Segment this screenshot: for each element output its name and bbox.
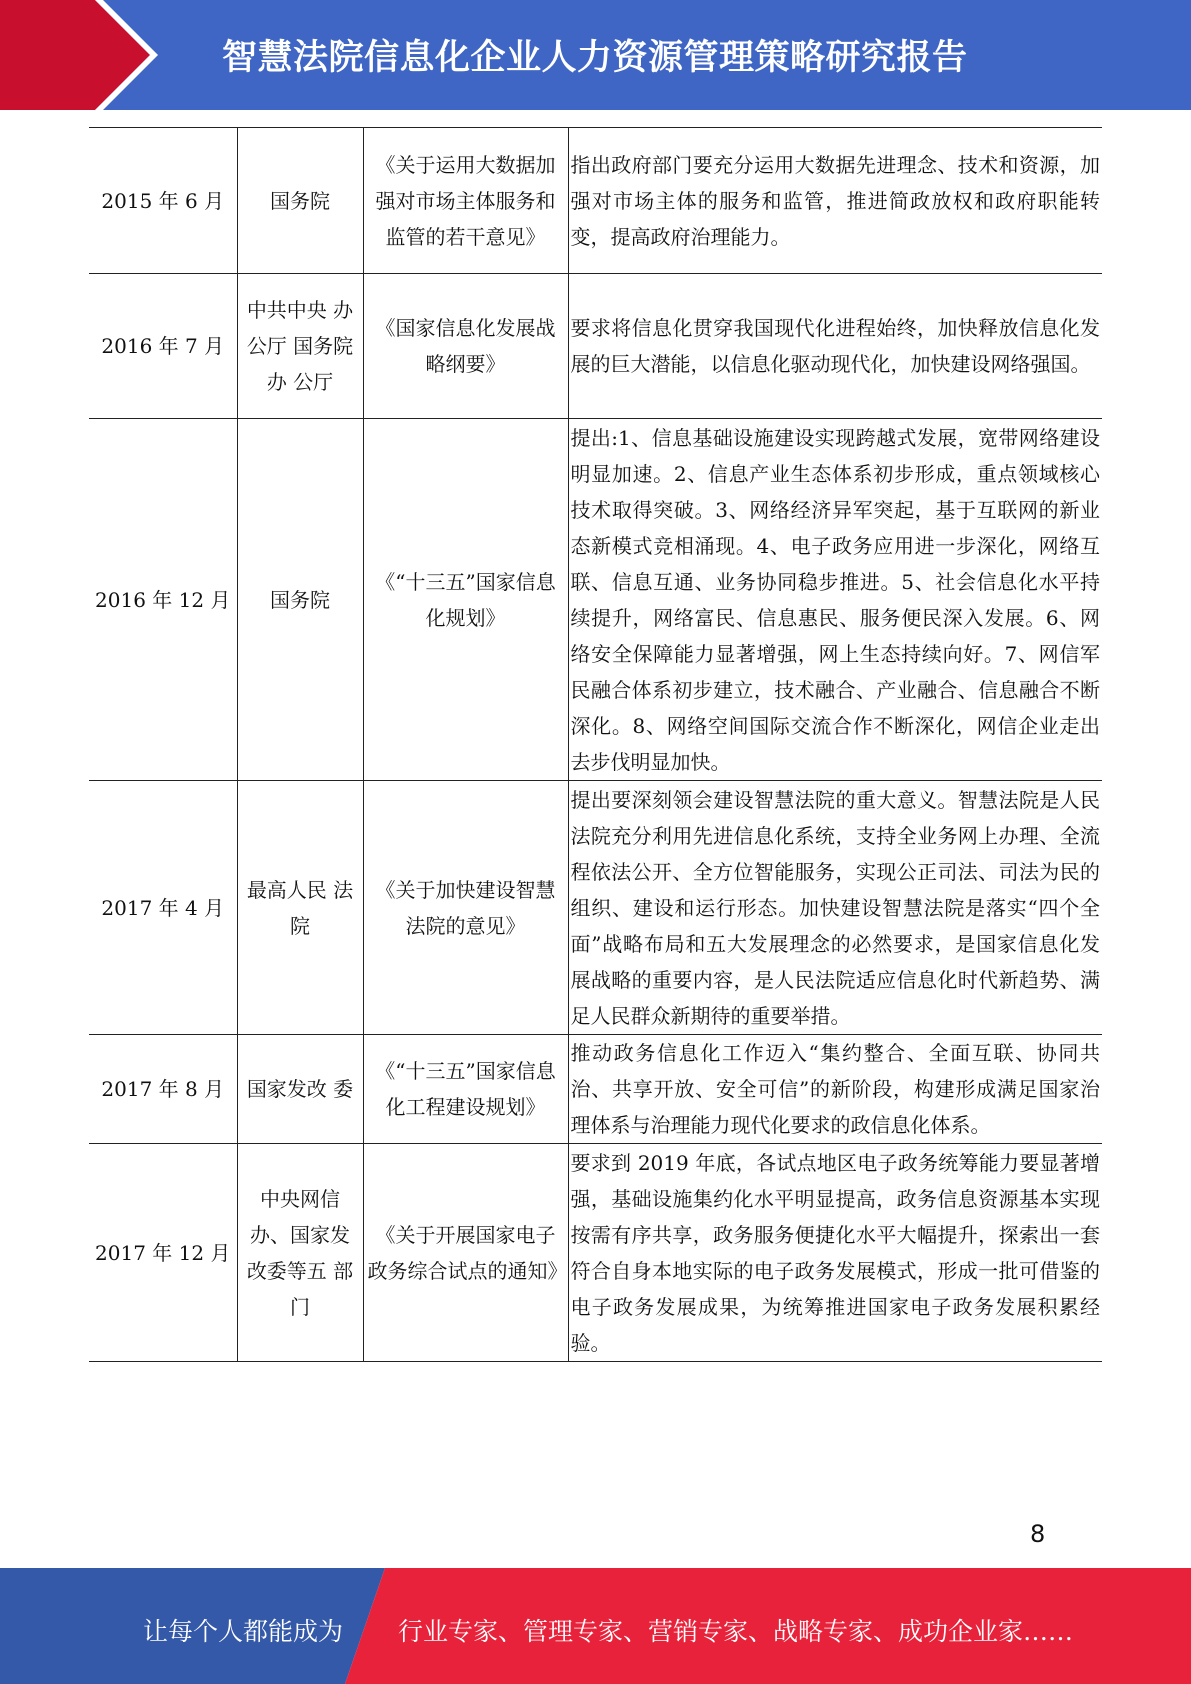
content-cell: 提出要深刻领会建设智慧法院的重大意义。智慧法院是人民法院充分利用先进信息化系统，支持全业务网上办理、全流程依法公开、全方位智能服务，实现公正司法、司法为民的组织、建设和运行形态。加快建设智慧法院是落实“四个全面”战略布局和五大发展理念的必然要求，是国家信息化发展战略的重要内容，是人民法院适应信息化时代新趋势、满足人民群众新期待的重要举措。 [568,781,1102,1035]
content-cell: 推动政务信息化工作迈入“集约整合、全面互联、协同共治、共享开放、安全可信”的新阶段，构建形成满足国家治理体系与治理能力现代化要求的政信息化体系。 [568,1035,1102,1144]
content-cell: 指出政府部门要充分运用大数据先进理念、技术和资源，加强对市场主体的服务和监管，推进简政放权和政府职能转变，提高政府治理能力。 [568,128,1102,274]
header-banner [0,0,1191,110]
content-cell: 提出:1、信息基础设施建设实现跨越式发展，宽带网络建设明显加速。2、信息产业生态体系初步形成，重点领域核心技术取得突破。3、网络经济异军突起，基于互联网的新业态新模式竞相涌现。4、电子政务应用进一步深化，网络互联、信息互通、业务协同稳步推进。5、社会信息化水平持续提升，网络富民、信息惠民、服务便民深入发展。6、网络安全保障能力显著增强，网上生态持续向好。7、网信军民融合体系初步建立，技术融合、产业融合、信息融合不断深化。8、网络空间国际交流合作不断深化，网信企业走出去步伐明显加快。 [568,419,1102,781]
table-row [89,128,1102,274]
report-title: 智慧法院信息化企业人力资源管理策略研究报告 [222,38,968,78]
date-cell: 2017 年 12 月 [89,1144,237,1362]
date-cell: 2015 年 6 月 [89,128,237,274]
document-cell: 《关于加快建设智慧法院的意见》 [363,781,568,1035]
issuer-cell: 中央网信办、国家发改委等五 部门 [237,1144,363,1362]
footer-slogan-left: 让每个人都能成为 [143,1617,344,1646]
date-cell: 2016 年 12 月 [89,419,237,781]
date-cell: 2017 年 8 月 [89,1035,237,1144]
page-number: 8 [1030,1520,1046,1548]
issuer-cell: 中共中央 办公厅 国务院办 公厅 [237,274,363,419]
table-row [89,419,1102,781]
table-row [89,1035,1102,1144]
document-cell: 《关于开展国家电子政务综合试点的通知》 [363,1144,568,1362]
issuer-cell: 国务院 [237,128,363,274]
footer-slogan-right: 行业专家、管理专家、营销专家、战略专家、成功企业家…… [398,1617,1074,1646]
document-cell: 《“十三五”国家信息化规划》 [363,419,568,781]
footer-banner [0,1568,1191,1684]
content-cell: 要求到 2019 年底，各试点地区电子政务统筹能力要显著增强，基础设施集约化水平明显提高，政务信息资源基本实现按需有序共享，政务服务便捷化水平大幅提升，探索出一套符合自身本地实际的电子政务发展模式，形成一批可借鉴的电子政务发展成果，为统筹推进国家电子政务发展积累经验。 [568,1144,1102,1362]
date-cell: 2017 年 4 月 [89,781,237,1035]
table-row [89,781,1102,1035]
document-cell: 《国家信息化发展战略纲要》 [363,274,568,419]
issuer-cell: 国家发改 委 [237,1035,363,1144]
issuer-cell: 最高人民 法院 [237,781,363,1035]
issuer-cell: 国务院 [237,419,363,781]
date-cell: 2016 年 7 月 [89,274,237,419]
document-cell: 《“十三五”国家信息化工程建设规划》 [363,1035,568,1144]
table-row [89,1144,1102,1362]
document-cell: 《关于运用大数据加强对市场主体服务和监管的若干意见》 [363,128,568,274]
table-row [89,274,1102,419]
policy-table [89,127,1102,1362]
content-cell: 要求将信息化贯穿我国现代化进程始终，加快释放信息化发展的巨大潜能，以信息化驱动现代化，加快建设网络强国。 [568,274,1102,419]
